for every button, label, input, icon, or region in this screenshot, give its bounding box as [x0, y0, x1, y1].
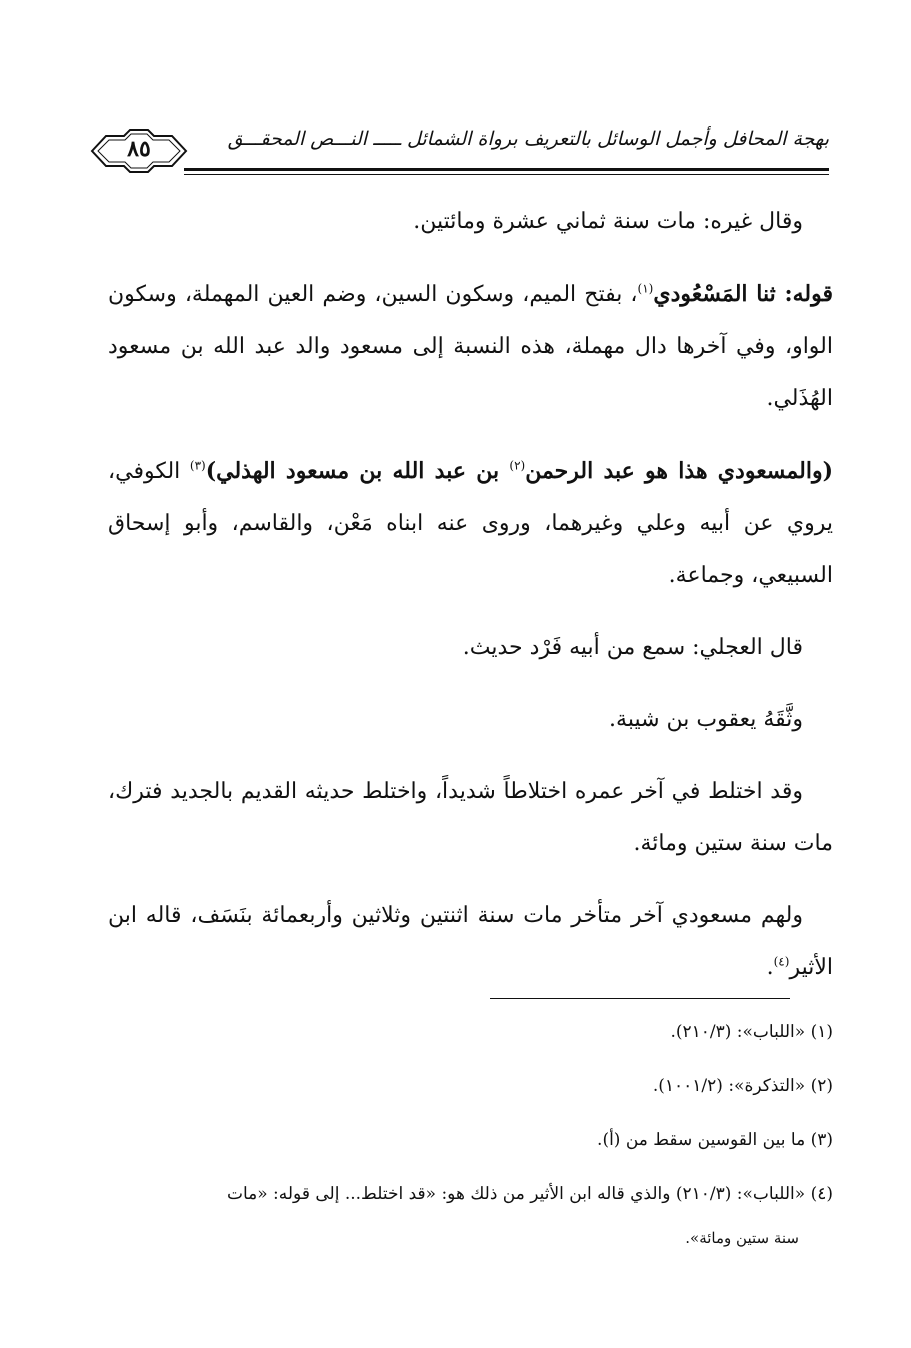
paragraph-6 [108, 766, 833, 870]
header-rule-thick [184, 168, 829, 171]
paragraph-3 [108, 445, 833, 602]
paragraph-3-text: الكوفي، يروي عن أبيه وعلي وغيرهما، وروى عنه ابناه مَعْن، والقاسم، وأبو إسحاق السبيعي، وجماعة. [108, 459, 833, 588]
footnote-4: (٤) «اللباب»: (٢١٠/٣) والذي قاله ابن الأثير من ذلك هو: «قد اختلط... إلى قوله: «مات [226, 1184, 833, 1204]
paragraph-5-text: وثَّقَهُ يعقوب بن شيبة. [609, 707, 803, 732]
paragraph-5 [108, 694, 833, 746]
footnote-ref-1[interactable]: (١) [637, 281, 654, 296]
page-number: ٨٥ [127, 136, 151, 162]
header-rule-thin [184, 174, 829, 175]
footnote-ref-4[interactable]: (٤) [773, 954, 790, 969]
footnote-2: (٢) «التذكرة»: (١٠٠١/٢). [652, 1076, 833, 1096]
paragraph-6-text: وقد اختلط في آخر عمره اختلاطاً شديداً، واختلط حديثه القديم بالجديد فترك، مات سنة ستين ومائة. [108, 779, 833, 856]
paragraph-4-text: قال العجلي: سمع من أبيه فَرْد حديث. [462, 635, 803, 660]
footnote-4-continuation: سنة ستين ومائة». [685, 1229, 799, 1247]
paragraph-1 [108, 196, 833, 248]
main-text [108, 196, 833, 1014]
paragraph-2-text: ، بفتح الميم، وسكون السين، وضم العين المهملة، وسكون الواو، وفي آخرها دال مهملة، هذه النسبة إلى مسعود والد عبد الله بن مسعود الهُذَلي. [108, 282, 833, 411]
paragraph-7-end: . [766, 955, 774, 980]
footnote-ref-3[interactable]: (٣) [189, 458, 206, 473]
footnote-3: (٣) ما بين القوسين سقط من (أ). [597, 1130, 833, 1150]
footnotes [108, 1010, 833, 1270]
lemma-heading: قوله: ثنا المَسْعُودي [653, 281, 833, 307]
paragraph-2 [108, 268, 833, 425]
paragraph-3-mid: بن عبد الله بن مسعود الهذلي) [205, 458, 510, 484]
footnote-1: (١) «اللباب»: (٢١٠/٣). [670, 1022, 833, 1042]
paragraph-7 [108, 890, 833, 994]
paragraph-1-text: وقال غيره: مات سنة ثماني عشرة ومائتين. [413, 209, 803, 234]
page-number-badge [84, 128, 194, 174]
paragraph-4 [108, 622, 833, 674]
page-header [84, 118, 829, 180]
footnote-separator [490, 998, 790, 999]
running-title: بهجة المحافل وأجمل الوسائل بالتعريف برواة الشمائل ـــــ النـــص المحقـــق [227, 128, 829, 150]
footnote-ref-2[interactable]: (٢) [509, 458, 526, 473]
paragraph-7-text: ولهم مسعودي آخر متأخر مات سنة اثنتين وثلاثين وأربعمائة بنَسَف، قاله ابن الأثير [108, 903, 833, 980]
paragraph-3-open: (والمسعودي هذا هو عبد الرحمن [525, 458, 833, 484]
